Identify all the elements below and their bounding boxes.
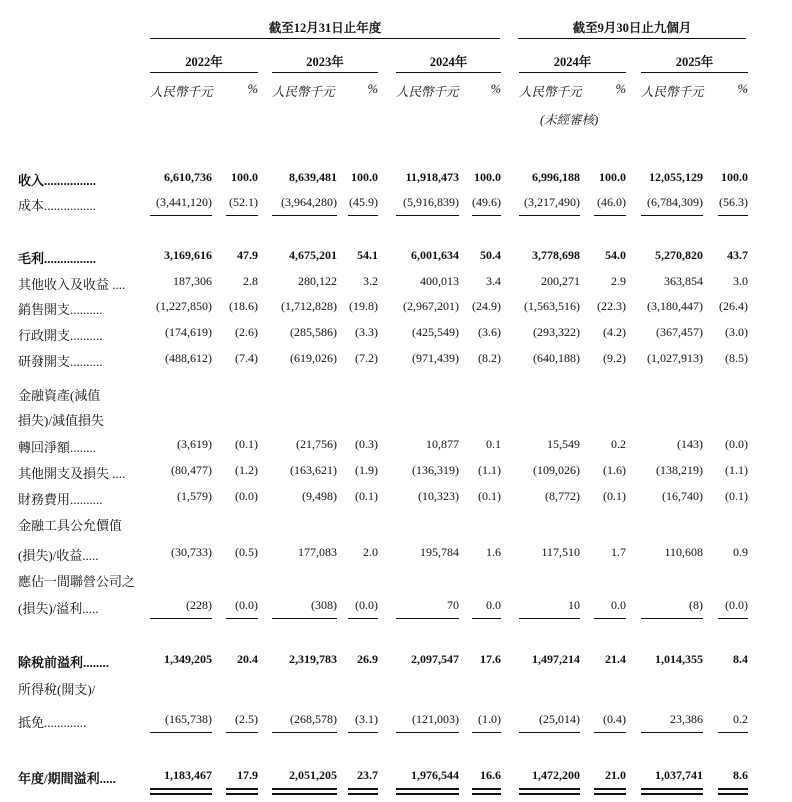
subtotal-line xyxy=(226,215,258,216)
header-group-years: 截至12月31日止年度 xyxy=(268,21,382,35)
subtotal-line xyxy=(150,618,212,619)
subtotal-line xyxy=(396,215,459,216)
header-group-nine-months: 截至9月30日止九個月 xyxy=(572,21,692,35)
year-header-2: 2024年 xyxy=(429,55,468,69)
cell-percent: (7.4) xyxy=(235,351,258,365)
cell-amount: (138,219) xyxy=(656,463,703,477)
subtotal-line xyxy=(272,215,337,216)
total-double-line xyxy=(718,788,748,790)
row-label: 其他收入及收益 .... xyxy=(18,277,126,292)
subtotal-line xyxy=(272,618,337,619)
row-label: 抵免............. xyxy=(18,715,87,730)
cell-percent: 21.0 xyxy=(605,768,626,782)
cell-percent: 50.4 xyxy=(480,248,501,262)
cell-amount: (640,188) xyxy=(533,351,580,365)
cell-amount: 117,510 xyxy=(541,545,580,559)
cell-percent: (56.3) xyxy=(719,195,748,209)
cell-percent: 43.7 xyxy=(727,248,748,262)
cell-amount: 4,675,201 xyxy=(289,248,337,262)
cell-amount: 10 xyxy=(568,598,580,612)
total-double-line xyxy=(150,788,212,790)
percent-label: % xyxy=(615,82,626,96)
row-label: 金融資產(減值 xyxy=(18,388,101,403)
cell-percent: 100.0 xyxy=(721,170,748,184)
cell-amount: 3,778,698 xyxy=(532,248,580,262)
year-header-underline xyxy=(519,72,626,73)
row-label: 其他開支及損失 .... xyxy=(18,466,126,481)
subtotal-line xyxy=(472,732,501,733)
cell-percent: (0.4) xyxy=(603,712,626,726)
cell-amount: (3,619) xyxy=(177,437,212,451)
cell-amount: (619,026) xyxy=(290,351,337,365)
cell-amount: 187,306 xyxy=(173,274,212,288)
cell-percent: (0.0) xyxy=(355,598,378,612)
cell-percent: 3.0 xyxy=(733,274,748,288)
unit-label: 人民幣千元 xyxy=(150,85,213,99)
cell-percent: 100.0 xyxy=(474,170,501,184)
total-double-line xyxy=(150,793,212,795)
row-label: 損失)/減值損失 xyxy=(18,413,104,428)
cell-amount: (30,733) xyxy=(171,545,212,559)
subtotal-line xyxy=(718,732,748,733)
cell-percent: 2.9 xyxy=(611,274,626,288)
cell-percent: 54.1 xyxy=(357,248,378,262)
unit-label: 人民幣千元 xyxy=(396,85,459,99)
total-double-line xyxy=(519,793,580,795)
cell-percent: (4.2) xyxy=(603,325,626,339)
cell-amount: 2,051,205 xyxy=(289,768,337,782)
subtotal-line xyxy=(472,215,501,216)
cell-percent: 54.0 xyxy=(605,248,626,262)
cell-amount: (143) xyxy=(677,437,703,451)
cell-amount: 23,386 xyxy=(670,712,703,726)
cell-amount: (16,740) xyxy=(662,489,703,503)
cell-amount: (3,441,120) xyxy=(156,195,212,209)
subtotal-line xyxy=(396,618,459,619)
cell-amount: (163,621) xyxy=(290,463,337,477)
cell-percent: (0.0) xyxy=(235,598,258,612)
subtotal-line xyxy=(519,215,580,216)
cell-amount: (1,579) xyxy=(177,489,212,503)
cell-percent: 100.0 xyxy=(231,170,258,184)
cell-amount: 8,639,481 xyxy=(289,170,337,184)
cell-amount: (293,322) xyxy=(533,325,580,339)
row-label: (損失)/收益..... xyxy=(18,548,99,563)
year-header-4: 2025年 xyxy=(675,55,714,69)
cell-percent: 0.0 xyxy=(486,598,501,612)
cell-amount: (25,014) xyxy=(539,712,580,726)
cell-percent: (3.6) xyxy=(478,325,501,339)
cell-amount: (80,477) xyxy=(171,463,212,477)
year-header-underline xyxy=(396,72,501,73)
cell-percent: (1.1) xyxy=(725,463,748,477)
subtotal-line xyxy=(348,618,378,619)
cell-amount: (174,619) xyxy=(165,325,212,339)
header-group-years-underline xyxy=(150,38,500,39)
subtotal-line xyxy=(641,618,703,619)
cell-amount: 200,271 xyxy=(541,274,580,288)
total-double-line xyxy=(472,793,501,795)
cell-percent: (26.4) xyxy=(719,299,748,313)
row-label: 毛利................ xyxy=(18,251,97,266)
cell-percent: (49.6) xyxy=(472,195,501,209)
cell-percent: (8.5) xyxy=(725,351,748,365)
cell-amount: 3,169,616 xyxy=(164,248,212,262)
total-double-line xyxy=(519,788,580,790)
subtotal-line xyxy=(641,215,703,216)
total-double-line xyxy=(641,788,703,790)
cell-amount: (2,967,201) xyxy=(403,299,459,313)
cell-amount: (6,784,309) xyxy=(647,195,703,209)
cell-amount: (121,003) xyxy=(412,712,459,726)
cell-percent: 47.9 xyxy=(237,248,258,262)
subtotal-line xyxy=(718,618,748,619)
cell-percent: 17.9 xyxy=(237,768,258,782)
total-double-line xyxy=(226,788,258,790)
total-double-line xyxy=(396,793,459,795)
cell-percent: 1.6 xyxy=(486,545,501,559)
total-double-line xyxy=(641,793,703,795)
cell-percent: (0.1) xyxy=(725,489,748,503)
cell-amount: 1,976,544 xyxy=(411,768,459,782)
cell-percent: 20.4 xyxy=(237,652,258,666)
cell-amount: (1,027,913) xyxy=(647,351,703,365)
cell-percent: (1.1) xyxy=(478,463,501,477)
cell-percent: (1.6) xyxy=(603,463,626,477)
cell-percent: 3.2 xyxy=(363,274,378,288)
cell-amount: 6,001,634 xyxy=(411,248,459,262)
cell-percent: (52.1) xyxy=(229,195,258,209)
cell-amount: (3,217,490) xyxy=(524,195,580,209)
subtotal-line xyxy=(594,215,626,216)
cell-amount: (165,738) xyxy=(165,712,212,726)
cell-percent: 2.8 xyxy=(243,274,258,288)
cell-amount: (488,612) xyxy=(165,351,212,365)
cell-amount: 1,014,355 xyxy=(655,652,703,666)
cell-amount: (136,319) xyxy=(412,463,459,477)
cell-amount: (228) xyxy=(186,598,212,612)
cell-percent: 8.6 xyxy=(733,768,748,782)
cell-percent: (2.5) xyxy=(235,712,258,726)
cell-amount: 110,608 xyxy=(664,545,703,559)
cell-percent: 0.0 xyxy=(611,598,626,612)
cell-percent: (45.9) xyxy=(349,195,378,209)
cell-percent: 0.9 xyxy=(733,545,748,559)
subtotal-line xyxy=(472,618,501,619)
unit-label: 人民幣千元 xyxy=(519,85,582,99)
cell-amount: (971,439) xyxy=(412,351,459,365)
cell-percent: (19.8) xyxy=(349,299,378,313)
cell-percent: 26.9 xyxy=(357,652,378,666)
subtotal-line xyxy=(396,732,459,733)
cell-percent: (24.9) xyxy=(472,299,501,313)
subtotal-line xyxy=(594,732,626,733)
subtotal-line xyxy=(594,618,626,619)
row-label: 成本................ xyxy=(18,198,97,213)
cell-percent: (46.0) xyxy=(597,195,626,209)
cell-amount: 195,784 xyxy=(420,545,459,559)
subtotal-line xyxy=(718,215,748,216)
cell-percent: (0.5) xyxy=(235,545,258,559)
cell-amount: (367,457) xyxy=(656,325,703,339)
cell-percent: 8.4 xyxy=(733,652,748,666)
cell-amount: 15,549 xyxy=(547,437,580,451)
cell-amount: 1,472,200 xyxy=(532,768,580,782)
percent-label: % xyxy=(490,82,501,96)
cell-percent: 0.2 xyxy=(611,437,626,451)
cell-percent: (0.1) xyxy=(603,489,626,503)
row-label: 所得稅(開支)/ xyxy=(18,682,96,697)
subtotal-line xyxy=(348,732,378,733)
cell-amount: 1,497,214 xyxy=(532,652,580,666)
subtotal-line xyxy=(348,215,378,216)
cell-amount: (9,498) xyxy=(302,489,337,503)
cell-amount: 177,083 xyxy=(298,545,337,559)
cell-percent: 0.2 xyxy=(733,712,748,726)
cell-amount: (285,586) xyxy=(290,325,337,339)
cell-percent: 1.7 xyxy=(611,545,626,559)
cell-amount: (1,227,850) xyxy=(156,299,212,313)
subtotal-line xyxy=(272,732,337,733)
cell-amount: 1,037,741 xyxy=(655,768,703,782)
cell-amount: 6,610,736 xyxy=(164,170,212,184)
header-group-nine-months-underline xyxy=(518,38,746,39)
cell-amount: (268,578) xyxy=(290,712,337,726)
row-label: 應佔一間聯營公司之 xyxy=(18,574,136,589)
cell-percent: (7.2) xyxy=(355,351,378,365)
row-label: 轉回淨額........ xyxy=(18,440,97,455)
cell-percent: (0.1) xyxy=(478,489,501,503)
total-double-line xyxy=(396,788,459,790)
cell-percent: (0.0) xyxy=(235,489,258,503)
cell-amount: (425,549) xyxy=(412,325,459,339)
row-label: 除稅前溢利........ xyxy=(18,655,110,670)
cell-percent: (0.1) xyxy=(355,489,378,503)
subtotal-line xyxy=(150,215,212,216)
cell-amount: (1,712,828) xyxy=(281,299,337,313)
row-label: 年度/期間溢利..... xyxy=(18,771,116,786)
cell-amount: 2,097,547 xyxy=(411,652,459,666)
subtotal-line xyxy=(150,732,212,733)
cell-amount: (3,964,280) xyxy=(281,195,337,209)
cell-amount: (109,026) xyxy=(533,463,580,477)
unaudited-note: (未經審核) xyxy=(540,113,599,127)
total-double-line xyxy=(594,793,626,795)
cell-percent: (0.3) xyxy=(355,437,378,451)
cell-amount: (1,563,516) xyxy=(524,299,580,313)
total-double-line xyxy=(272,788,337,790)
cell-percent: (18.6) xyxy=(229,299,258,313)
total-double-line xyxy=(594,788,626,790)
cell-percent: (1.0) xyxy=(478,712,501,726)
total-double-line xyxy=(226,793,258,795)
cell-amount: (308) xyxy=(311,598,337,612)
cell-amount: 2,319,783 xyxy=(289,652,337,666)
total-double-line xyxy=(718,793,748,795)
year-header-3: 2024年 xyxy=(553,55,592,69)
year-header-underline xyxy=(150,72,258,73)
unit-label: 人民幣千元 xyxy=(641,85,704,99)
cell-amount: (8,772) xyxy=(545,489,580,503)
cell-percent: (3.1) xyxy=(355,712,378,726)
cell-percent: (2.6) xyxy=(235,325,258,339)
year-header-underline xyxy=(272,72,378,73)
cell-percent: 100.0 xyxy=(599,170,626,184)
cell-percent: 2.0 xyxy=(363,545,378,559)
cell-percent: (0.1) xyxy=(235,437,258,451)
cell-percent: 23.7 xyxy=(357,768,378,782)
cell-amount: 5,270,820 xyxy=(655,248,703,262)
cell-percent: (1.2) xyxy=(235,463,258,477)
cell-amount: 280,122 xyxy=(298,274,337,288)
cell-percent: 0.1 xyxy=(486,437,501,451)
cell-amount: (10,323) xyxy=(418,489,459,503)
cell-percent: (22.3) xyxy=(597,299,626,313)
row-label: 行政開支.......... xyxy=(18,328,103,343)
cell-amount: (5,916,839) xyxy=(403,195,459,209)
percent-label: % xyxy=(737,82,748,96)
cell-percent: (9.2) xyxy=(603,351,626,365)
cell-percent: 100.0 xyxy=(351,170,378,184)
row-label: (損失)/溢利..... xyxy=(18,601,99,616)
cell-amount: 363,854 xyxy=(664,274,703,288)
total-double-line xyxy=(348,788,378,790)
cell-amount: 10,877 xyxy=(426,437,459,451)
row-label: 財務費用.......... xyxy=(18,492,103,507)
row-label: 金融工具公允價值 xyxy=(18,518,123,533)
cell-percent: 16.6 xyxy=(480,768,501,782)
subtotal-line xyxy=(226,618,258,619)
unit-label: 人民幣千元 xyxy=(272,85,335,99)
cell-percent: 3.4 xyxy=(486,274,501,288)
row-label: 研發開支.......... xyxy=(18,354,103,369)
subtotal-line xyxy=(519,618,580,619)
cell-percent: (0.0) xyxy=(725,437,748,451)
cell-amount: 70 xyxy=(447,598,459,612)
cell-amount: 1,183,467 xyxy=(164,768,212,782)
cell-amount: (3,180,447) xyxy=(647,299,703,313)
percent-label: % xyxy=(367,82,378,96)
cell-percent: (8.2) xyxy=(478,351,501,365)
total-double-line xyxy=(272,793,337,795)
cell-percent: (0.0) xyxy=(725,598,748,612)
cell-amount: 12,055,129 xyxy=(649,170,703,184)
cell-percent: (3.3) xyxy=(355,325,378,339)
cell-percent: 17.6 xyxy=(480,652,501,666)
year-header-1: 2023年 xyxy=(306,55,344,69)
subtotal-line xyxy=(519,732,580,733)
cell-percent: (1.9) xyxy=(355,463,378,477)
total-double-line xyxy=(348,793,378,795)
cell-percent: (3.0) xyxy=(725,325,748,339)
subtotal-line xyxy=(641,732,703,733)
cell-amount: 6,996,188 xyxy=(532,170,580,184)
cell-amount: 11,918,473 xyxy=(405,170,459,184)
year-header-0: 2022年 xyxy=(185,55,223,69)
row-label: 收入................ xyxy=(18,173,97,188)
row-label: 銷售開支.......... xyxy=(18,302,103,317)
cell-percent: 21.4 xyxy=(605,652,626,666)
cell-amount: (8) xyxy=(689,598,703,612)
cell-amount: 1,349,205 xyxy=(164,652,212,666)
cell-amount: (21,756) xyxy=(296,437,337,451)
total-double-line xyxy=(472,788,501,790)
percent-label: % xyxy=(247,82,258,96)
cell-amount: 400,013 xyxy=(420,274,459,288)
year-header-underline xyxy=(641,72,748,73)
subtotal-line xyxy=(226,732,258,733)
